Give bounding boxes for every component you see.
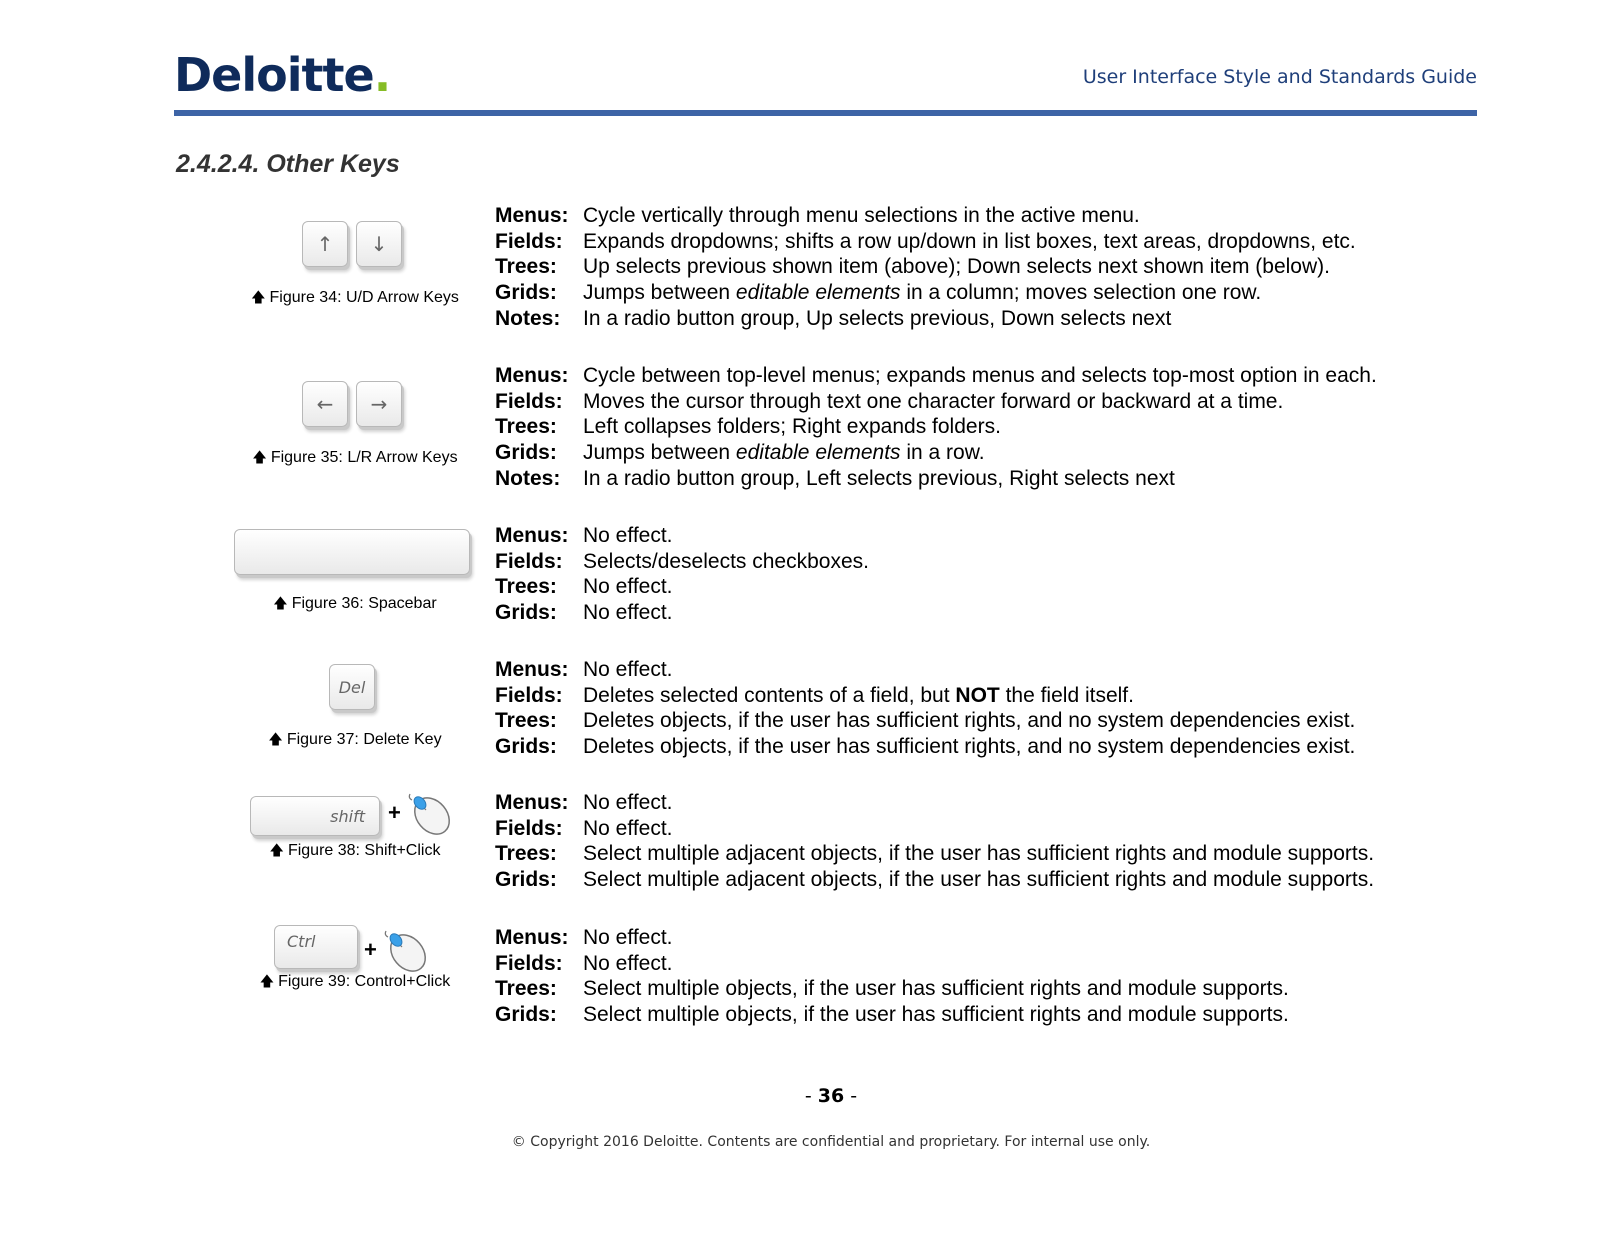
row-label: Menus: [495, 364, 569, 387]
logo-dot: . [373, 48, 391, 102]
right-arrow-key-icon: → [356, 381, 402, 427]
desc-row [495, 976, 1289, 1002]
row-label: Trees: [495, 977, 557, 1001]
desc-row [495, 925, 1289, 951]
row-text: Jumps between editable elements in a row. [583, 441, 985, 465]
figure-36-description [495, 523, 869, 626]
document-title: User Interface Style and Standards Guide [1082, 66, 1477, 88]
figure-35-description [495, 363, 1377, 492]
delete-key-icon: Del [329, 664, 375, 710]
desc-row [495, 389, 1377, 415]
row-text: In a radio button group, Up selects previous, Down selects next [583, 306, 1172, 330]
row-label: Grids: [495, 868, 557, 892]
figure-34-description [495, 203, 1356, 332]
caption-text: Figure 36: Spacebar [291, 595, 437, 612]
row-text: Selects/deselects checkboxes. [583, 549, 869, 573]
desc-row [495, 229, 1356, 255]
caption-text: Figure 34: U/D Arrow Keys [269, 289, 459, 306]
row-text: Jumps between editable elements in a column; moves selection one row. [583, 281, 1262, 305]
row-label: Trees: [495, 842, 557, 866]
mouse-click-icon [382, 927, 432, 975]
row-text: Deletes objects, if the user has sufficient rights, and no system dependencies exist. [583, 735, 1356, 759]
row-text: Deletes selected contents of a field, but NOT the field itself. [583, 683, 1134, 707]
figure-caption [230, 447, 480, 471]
row-label: Fields: [495, 549, 563, 573]
caption-text: Figure 39: Control+Click [278, 973, 451, 990]
figure-caption [230, 287, 480, 311]
row-text: Select multiple objects, if the user has sufficient rights and module supports. [583, 977, 1289, 1001]
row-label: Fields: [495, 683, 563, 707]
desc-row [495, 790, 1374, 816]
row-text: In a radio button group, Left selects previous, Right selects next [583, 466, 1175, 490]
figure-caption [230, 729, 480, 753]
row-text: No effect. [583, 816, 673, 840]
up-arrow-icon: 🡅 [252, 449, 267, 465]
row-text: No effect. [583, 601, 673, 625]
copyright-notice: © Copyright 2016 Deloitte. Contents are confidential and proprietary. For internal use only. [511, 1134, 1151, 1150]
desc-row [495, 414, 1377, 440]
row-label: Fields: [495, 229, 563, 253]
row-text: No effect. [583, 951, 673, 975]
row-label: Trees: [495, 709, 557, 733]
desc-row [495, 523, 869, 549]
desc-row [495, 574, 869, 600]
figure-caption [230, 971, 480, 995]
plus-sign: + [388, 800, 401, 825]
figure-caption [230, 593, 480, 617]
desc-row [495, 867, 1374, 893]
caption-text: Figure 35: L/R Arrow Keys [270, 449, 458, 466]
page-number: - 36 - [804, 1085, 858, 1107]
row-label: Menus: [495, 524, 569, 547]
desc-row [495, 466, 1377, 492]
caption-text: Figure 38: Shift+Click [287, 842, 441, 859]
up-arrow-icon: 🡅 [251, 289, 266, 305]
desc-row [495, 600, 869, 626]
row-label: Fields: [495, 951, 563, 975]
figure-37-description [495, 657, 1355, 760]
desc-row [495, 549, 869, 575]
up-arrow-icon: 🡅 [268, 731, 283, 747]
row-label: Notes: [495, 306, 561, 330]
desc-row [495, 734, 1355, 760]
row-label: Trees: [495, 415, 557, 439]
plus-sign: + [364, 937, 377, 962]
up-arrow-icon: 🡅 [259, 973, 275, 989]
row-label: Notes: [495, 466, 561, 490]
desc-row [495, 254, 1356, 280]
row-label: Trees: [495, 255, 557, 279]
row-text: Select multiple objects, if the user has sufficient rights and module supports. [583, 1003, 1289, 1027]
figure-39-description [495, 925, 1289, 1028]
deloitte-logo [174, 48, 391, 102]
desc-row [495, 1002, 1289, 1028]
row-label: Grids: [495, 441, 557, 465]
row-text: Select multiple adjacent objects, if the user has sufficient rights and module supports. [583, 868, 1375, 892]
down-arrow-key-icon: ↓ [356, 221, 402, 267]
row-text: No effect. [583, 926, 673, 949]
shift-key-icon: shift [250, 796, 380, 836]
row-text: No effect. [583, 791, 673, 814]
desc-row [495, 203, 1356, 229]
row-text: Deletes objects, if the user has sufficient rights, and no system dependencies exist. [583, 709, 1356, 733]
up-arrow-key-icon: ↑ [302, 221, 348, 267]
up-arrow-icon: 🡅 [273, 595, 288, 611]
row-text: Cycle between top-level menus; expands menus and selects top-most option in each. [583, 364, 1377, 387]
desc-row [495, 816, 1374, 842]
figure-caption [230, 840, 480, 864]
mouse-click-icon [406, 790, 456, 838]
desc-row [495, 708, 1355, 734]
desc-row [495, 363, 1377, 389]
row-label: Menus: [495, 204, 569, 227]
row-label: Grids: [495, 1003, 557, 1027]
row-label: Menus: [495, 926, 569, 949]
row-text: Expands dropdowns; shifts a row up/down in list boxes, text areas, dropdowns, etc. [583, 229, 1356, 253]
row-label: Trees: [495, 575, 557, 599]
caption-text: Figure 37: Delete Key [286, 731, 442, 748]
row-text: Cycle vertically through menu selections in the active menu. [583, 204, 1140, 227]
desc-row [495, 683, 1355, 709]
desc-row [495, 657, 1355, 683]
logo-text: Deloitte [174, 48, 374, 102]
row-label: Fields: [495, 816, 563, 840]
desc-row [495, 280, 1356, 306]
header-rule [174, 110, 1477, 116]
row-text: No effect. [583, 524, 673, 547]
row-label: Menus: [495, 791, 569, 814]
row-label: Menus: [495, 658, 569, 681]
desc-row [495, 951, 1289, 977]
row-label: Grids: [495, 281, 557, 305]
left-arrow-key-icon: ← [302, 381, 348, 427]
desc-row [495, 306, 1356, 332]
up-arrow-icon: 🡅 [269, 842, 284, 858]
spacebar-key-icon [234, 529, 470, 575]
row-text: Moves the cursor through text one character forward or backward at a time. [583, 389, 1284, 413]
ctrl-key-icon: Ctrl [274, 925, 358, 969]
row-label: Grids: [495, 735, 557, 759]
row-label: Grids: [495, 601, 557, 625]
figure-38-description [495, 790, 1374, 893]
row-text: No effect. [583, 575, 673, 599]
desc-row [495, 440, 1377, 466]
row-text: Up selects previous shown item (above); Down selects next shown item (below). [583, 255, 1330, 279]
section-heading: 2.4.2.4. Other Keys [176, 150, 400, 178]
desc-row [495, 841, 1374, 867]
row-text: No effect. [583, 658, 673, 681]
row-text: Left collapses folders; Right expands folders. [583, 415, 1001, 439]
row-label: Fields: [495, 389, 563, 413]
row-text: Select multiple adjacent objects, if the user has sufficient rights and module supports. [583, 842, 1375, 866]
